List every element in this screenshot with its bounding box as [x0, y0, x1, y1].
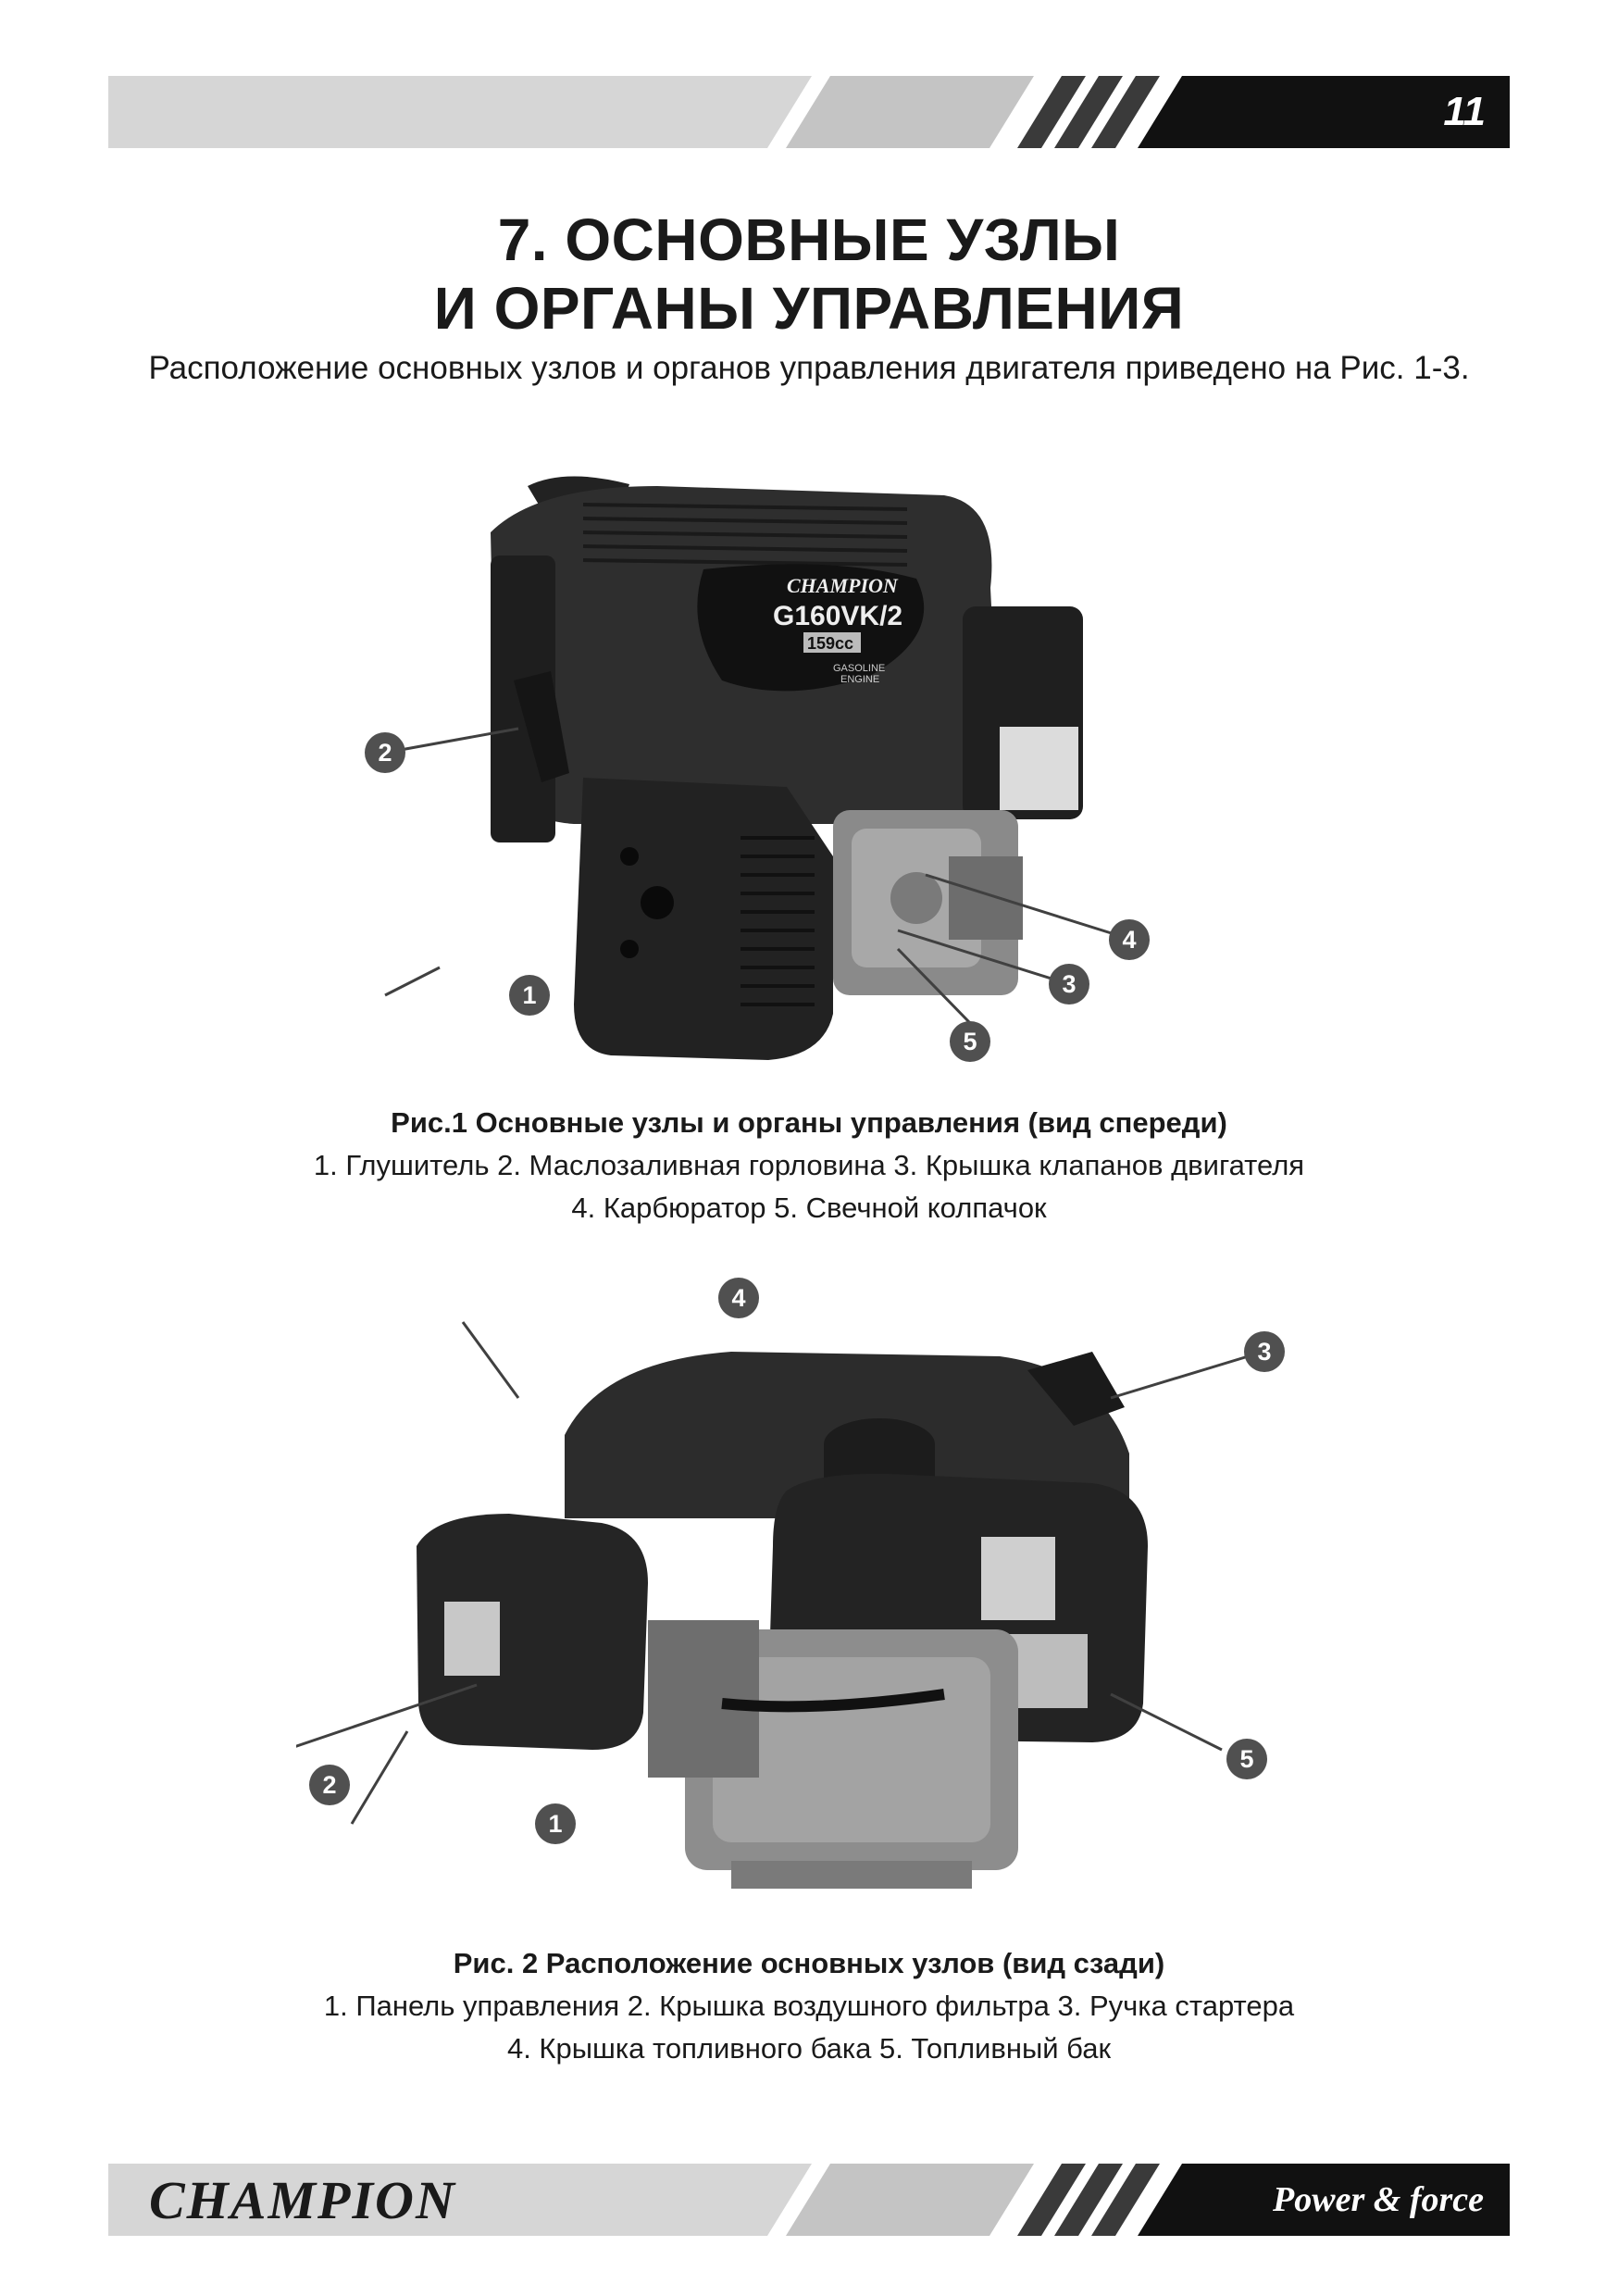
- champion-logo: CHAMPION: [149, 2170, 456, 2230]
- intro-text: Расположение основных узлов и органов управления двигателя приведено на Рис. 1-3.: [148, 350, 1470, 386]
- header-stripes: [108, 76, 1510, 148]
- footer-band: [108, 2164, 1510, 2236]
- figure-1-caption: [0, 1102, 1618, 1229]
- figure-2-label-3: 3: [1244, 1331, 1285, 1372]
- engine-model-text: G160VK/2: [773, 601, 903, 631]
- figure-2-caption-title: Рис. 2 Расположение основных узлов (вид сзади): [453, 1947, 1165, 1979]
- figure-2-caption-line1: 1. Панель управления 2. Крышка воздушного фильтра 3. Ручка стартера: [323, 1990, 1295, 2022]
- figure-1-caption-line2: 4. Карбюратор 5. Свечной колпачок: [571, 1192, 1047, 1224]
- figure-2-label-1: 1: [535, 1803, 576, 1844]
- page-number: 11: [1443, 89, 1486, 134]
- figure-2-leader-lines: [296, 1268, 1296, 1907]
- figure-1-caption-title: Рис.1 Основные узлы и органы управления (вид спереди): [391, 1106, 1227, 1139]
- figure-1-label-2: 2: [365, 732, 405, 773]
- engine-brand-text: CHAMPION: [787, 574, 898, 597]
- slogan: Power & force: [1273, 2180, 1484, 2219]
- figure-2-engine-rear: [296, 1268, 1296, 1907]
- section-title-line2: И ОРГАНЫ УПРАВЛЕНИЯ: [433, 275, 1185, 342]
- figure-2-caption: [0, 1942, 1618, 2070]
- figure-2-label-5: 5: [1226, 1739, 1267, 1779]
- figure-2-label-4: 4: [718, 1278, 759, 1318]
- figure-1-caption-line1: 1. Глушитель 2. Маслозаливная горловина 3. Крышка клапанов двигателя: [313, 1149, 1305, 1181]
- section-title-line1: 7. ОСНОВНЫЕ УЗЛЫ: [497, 206, 1121, 273]
- engine-volume-text: 159cc: [807, 634, 854, 653]
- figure-1-label-3: 3: [1049, 964, 1089, 1004]
- figure-2-caption-line2: 4. Крышка топливного бака 5. Топливный бак: [506, 2032, 1112, 2065]
- engine-type-text-1: GASOLINE: [833, 663, 886, 674]
- figure-1-label-4: 4: [1109, 919, 1150, 960]
- header-band: [108, 76, 1510, 148]
- figure-2-label-2: 2: [309, 1765, 350, 1805]
- figure-1-label-5: 5: [950, 1021, 990, 1062]
- figure-1-engine-front: [352, 468, 1185, 1079]
- engine-type-text-2: ENGINE: [840, 674, 880, 685]
- section-title: [0, 206, 1618, 343]
- figure-1-label-1: 1: [509, 975, 550, 1016]
